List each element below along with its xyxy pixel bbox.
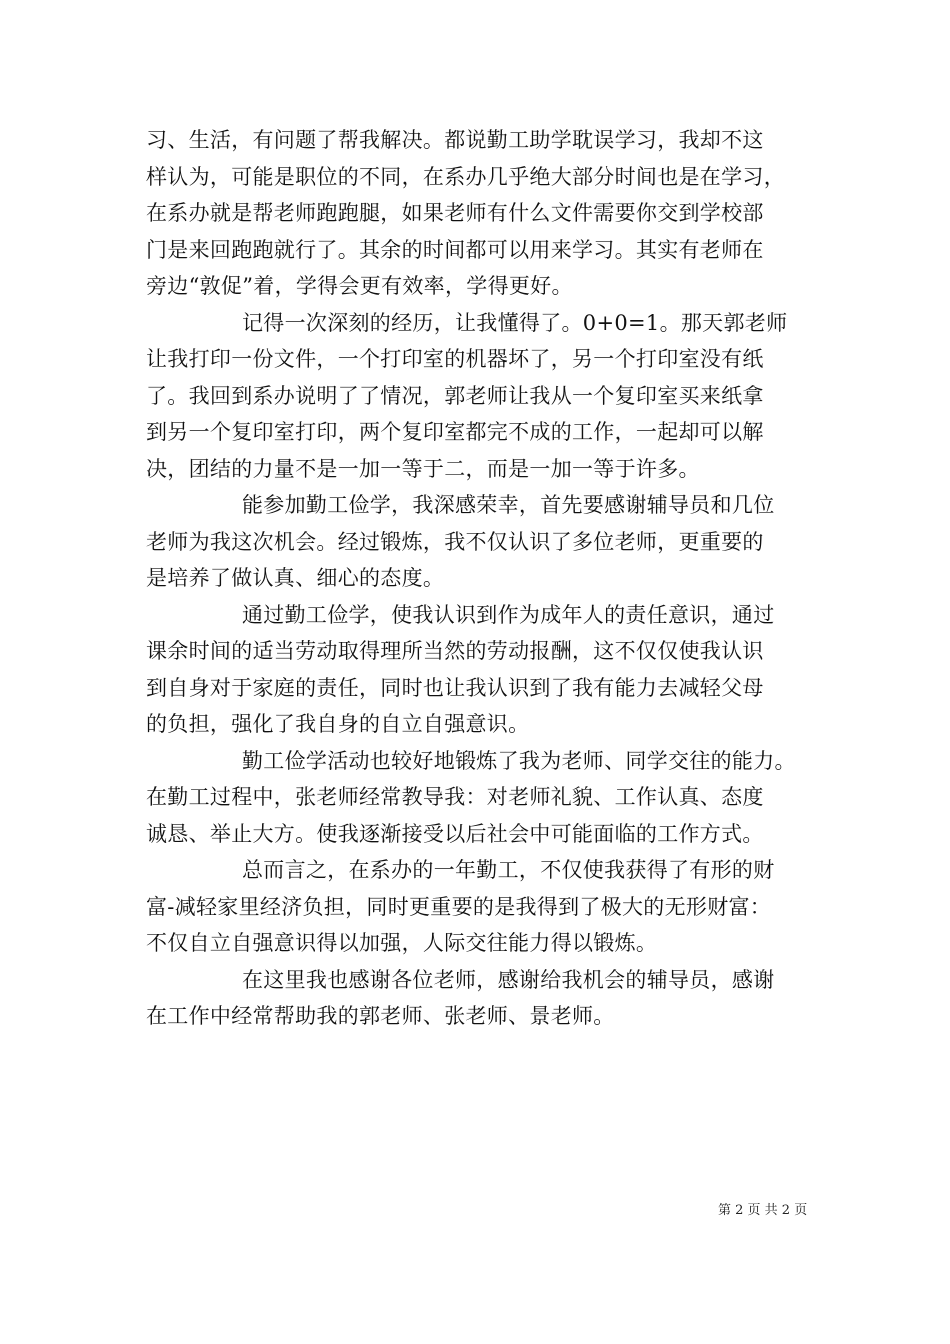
paragraph-first-line: 总而言之，在系办的一年勤工，不仅使我获得了有形的财 bbox=[242, 858, 775, 882]
text-line: 在工作中经常帮助我的郭老师、张老师、景老师。 bbox=[146, 1004, 615, 1028]
text-line: 旁边“敦促”着，学得会更有效率，学得更好。 bbox=[146, 274, 573, 298]
text-line: 习、生活，有问题了帮我解决。都说勤工助学耽误学习，我却不这 bbox=[146, 128, 764, 152]
paragraph-first-line: 记得一次深刻的经历，让我懂得了。0+0=1。那天郭老师 bbox=[242, 310, 788, 335]
text-line: 让我打印一份文件，一个打印室的机器坏了，另一个打印室没有纸 bbox=[146, 347, 764, 371]
paragraph-first-line: 通过勤工俭学，使我认识到作为成年人的责任意识，通过 bbox=[242, 602, 775, 627]
text-line: 在系办就是帮老师跑跑腿，如果老师有什么文件需要你交到学校部 bbox=[146, 201, 764, 225]
text-line: 不仅自立自强意识得以加强，人际交往能力得以锻炼。 bbox=[146, 931, 658, 955]
text-line: 老师为我这次机会。经过锻炼，我不仅认识了多位老师，更重要的 bbox=[146, 529, 764, 554]
page-number-footer: 第 2 页 共 2 页 bbox=[718, 1203, 808, 1218]
paragraph-first-line: 在这里我也感谢各位老师，感谢给我机会的辅导员，感谢 bbox=[242, 967, 775, 992]
text-line: 样认为，可能是职位的不同，在系办几乎绝大部分时间也是在学习， bbox=[146, 164, 785, 189]
text-line: 是培养了做认真、细心的态度。 bbox=[146, 566, 445, 590]
text-line: 富-减轻家里经济负担，同时更重要的是我得到了极大的无形财富： bbox=[146, 894, 772, 919]
text-line: 门是来回跑跑就行了。其余的时间都可以用来学习。其实有老师在 bbox=[146, 237, 764, 262]
text-line: 课余时间的适当劳动取得理所当然的劳动报酬，这不仅仅使我认识 bbox=[146, 639, 764, 663]
text-line: 的负担，强化了我自身的自立自强意识。 bbox=[146, 712, 530, 736]
text-line: 决，团结的力量不是一加一等于二，而是一加一等于许多。 bbox=[146, 456, 700, 481]
paragraph-first-line: 勤工俭学活动也较好地锻炼了我为老师、同学交往的能力。 bbox=[242, 748, 796, 773]
text-line: 了。我回到系办说明了了情况，郭老师让我从一个复印室买来纸拿 bbox=[146, 383, 764, 408]
text-line: 到自身对于家庭的责任，同时也让我认识到了我有能力去减轻父母 bbox=[146, 675, 764, 700]
text-line: 在勤工过程中，张老师经常教导我：对老师礼貌、工作认真、态度 bbox=[146, 785, 764, 809]
text-line: 到另一个复印室打印，两个复印室都完不成的工作，一起却可以解 bbox=[146, 420, 764, 444]
document-body bbox=[146, 122, 818, 1035]
text-line: 诚恳、举止大方。使我逐渐接受以后社会中可能面临的工作方式。 bbox=[146, 821, 764, 846]
paragraph-first-line: 能参加勤工俭学，我深感荣幸，首先要感谢辅导员和几位 bbox=[242, 493, 775, 517]
